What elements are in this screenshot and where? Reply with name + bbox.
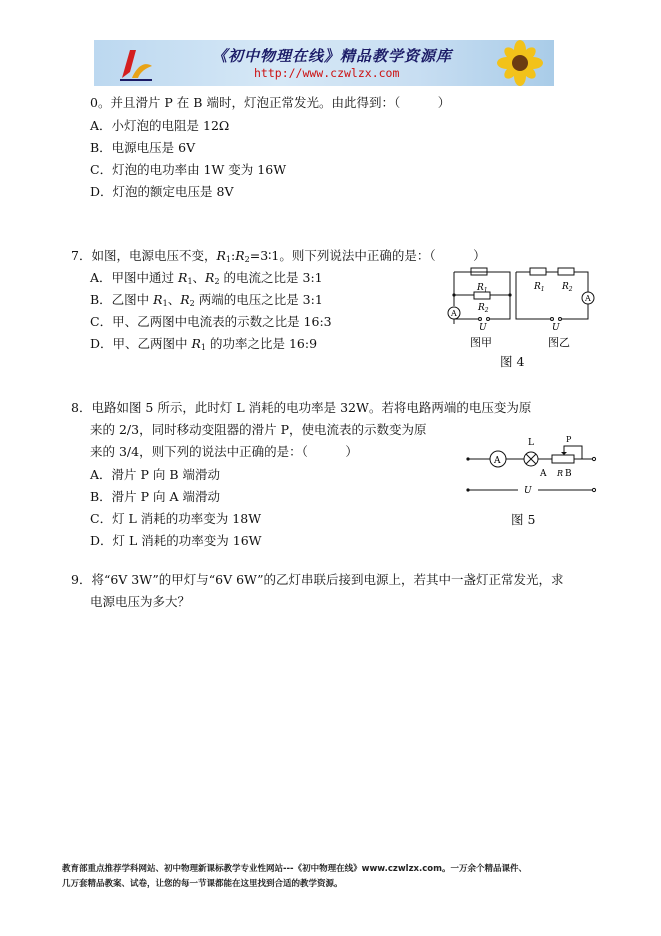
figure-4-label-jia: 图甲: [470, 336, 492, 349]
figure-4-label-yi: 图乙: [548, 336, 570, 349]
q7-option-d: D．甲、乙两图中 $R_1$ 的功率之比是 16:9: [90, 336, 318, 352]
svg-text:A: A: [540, 469, 547, 479]
svg-text:R1: $R_1$: [534, 282, 545, 293]
page-footer: [62, 862, 622, 892]
site-logo-icon: [116, 44, 156, 84]
figure-5-caption: 图 5: [511, 512, 536, 527]
q7-option-a: A．甲图中通过 $R_1$、$R_2$ 的电流之比是 3:1: [90, 270, 323, 286]
banner-url[interactable]: http://www.czwlzx.com: [254, 66, 400, 80]
q8-stem-line2: 来的 2/3，同时移动变阻器的滑片 P，使电流表的示数变为原: [90, 422, 427, 437]
q6-continuation: 0。并且滑片 P 在 B 端时，灯泡正常发光。由此得到：（ ）: [90, 95, 451, 110]
q8-stem-line3: 来的 3/4，则下列的说法中正确的是：（ ）: [90, 444, 358, 459]
q8-option-b: B．滑片 P 向 A 端滑动: [90, 489, 221, 504]
q6-option-b: B．电源电压是 6V: [90, 140, 196, 155]
q9-stem-line1: 9．将“6V 3W”的甲灯与“6V 6W”的乙灯串联后接到电源上，若其中一盏灯正常发光，求: [71, 572, 564, 587]
q6-option-a: A．小灯泡的电阻是 12Ω: [90, 118, 230, 133]
svg-text:P: P: [566, 435, 572, 444]
svg-text:R2: $R_2$: [562, 282, 573, 293]
svg-text:A: A: [494, 456, 501, 466]
svg-text:R1: $R_1$: [477, 283, 488, 294]
footer-line1: 教育部重点推荐学科网站、初中物理新课标教学专业性网站---《初中物理在线》www.czwlzx.com。一万余个精品课件、: [62, 864, 527, 874]
q6-option-c: C．灯泡的电功率由 1W 变为 16W: [90, 162, 287, 177]
figure-4-caption: 图 4: [500, 354, 525, 369]
header-banner: [94, 40, 554, 86]
svg-text:U: U: [552, 323, 560, 333]
figure-4-circuit: [440, 262, 610, 368]
footer-line2: 几万套精品教案、试卷，让您的每一节课都能在这里找到合适的教学资源。: [62, 879, 343, 889]
svg-text:A: A: [585, 294, 591, 303]
q8-option-a: A．滑片 P 向 B 端滑动: [90, 467, 221, 482]
svg-text:R2: $R_2$: [478, 303, 489, 314]
figure-5-circuit: [460, 432, 610, 498]
q9-stem-line2: 电源电压为多大？: [90, 594, 191, 609]
svg-text:R: R: [557, 469, 564, 478]
sunflower-icon: [480, 40, 550, 86]
banner-title: 《初中物理在线》精品教学资源库: [212, 47, 453, 65]
q8-stem-line1: 8．电路如图 5 所示，此时灯 L 消耗的电功率是 32W。若将电路两端的电压变为原: [71, 400, 532, 415]
svg-text:L: L: [528, 438, 534, 448]
q7-option-c: C．甲、乙两图中电流表的示数之比是 16:3: [90, 314, 332, 329]
svg-text:B: B: [565, 469, 572, 479]
q6-option-d: D．灯泡的额定电压是 8V: [90, 184, 234, 199]
q7-stem: 7．如图，电源电压不变，$R_1:R_2=3∶1$。则下列说法中正确的是：（ ）: [71, 248, 486, 264]
q7-option-b: B．乙图中 $R_1$、$R_2$ 两端的电压之比是 3:1: [90, 292, 323, 308]
q8-option-d: D．灯 L 消耗的功率变为 16W: [90, 533, 262, 548]
q8-option-c: C．灯 L 消耗的功率变为 18W: [90, 511, 262, 526]
svg-text:U: U: [479, 323, 487, 333]
svg-text:U: U: [524, 486, 532, 496]
svg-text:A: A: [451, 309, 457, 318]
